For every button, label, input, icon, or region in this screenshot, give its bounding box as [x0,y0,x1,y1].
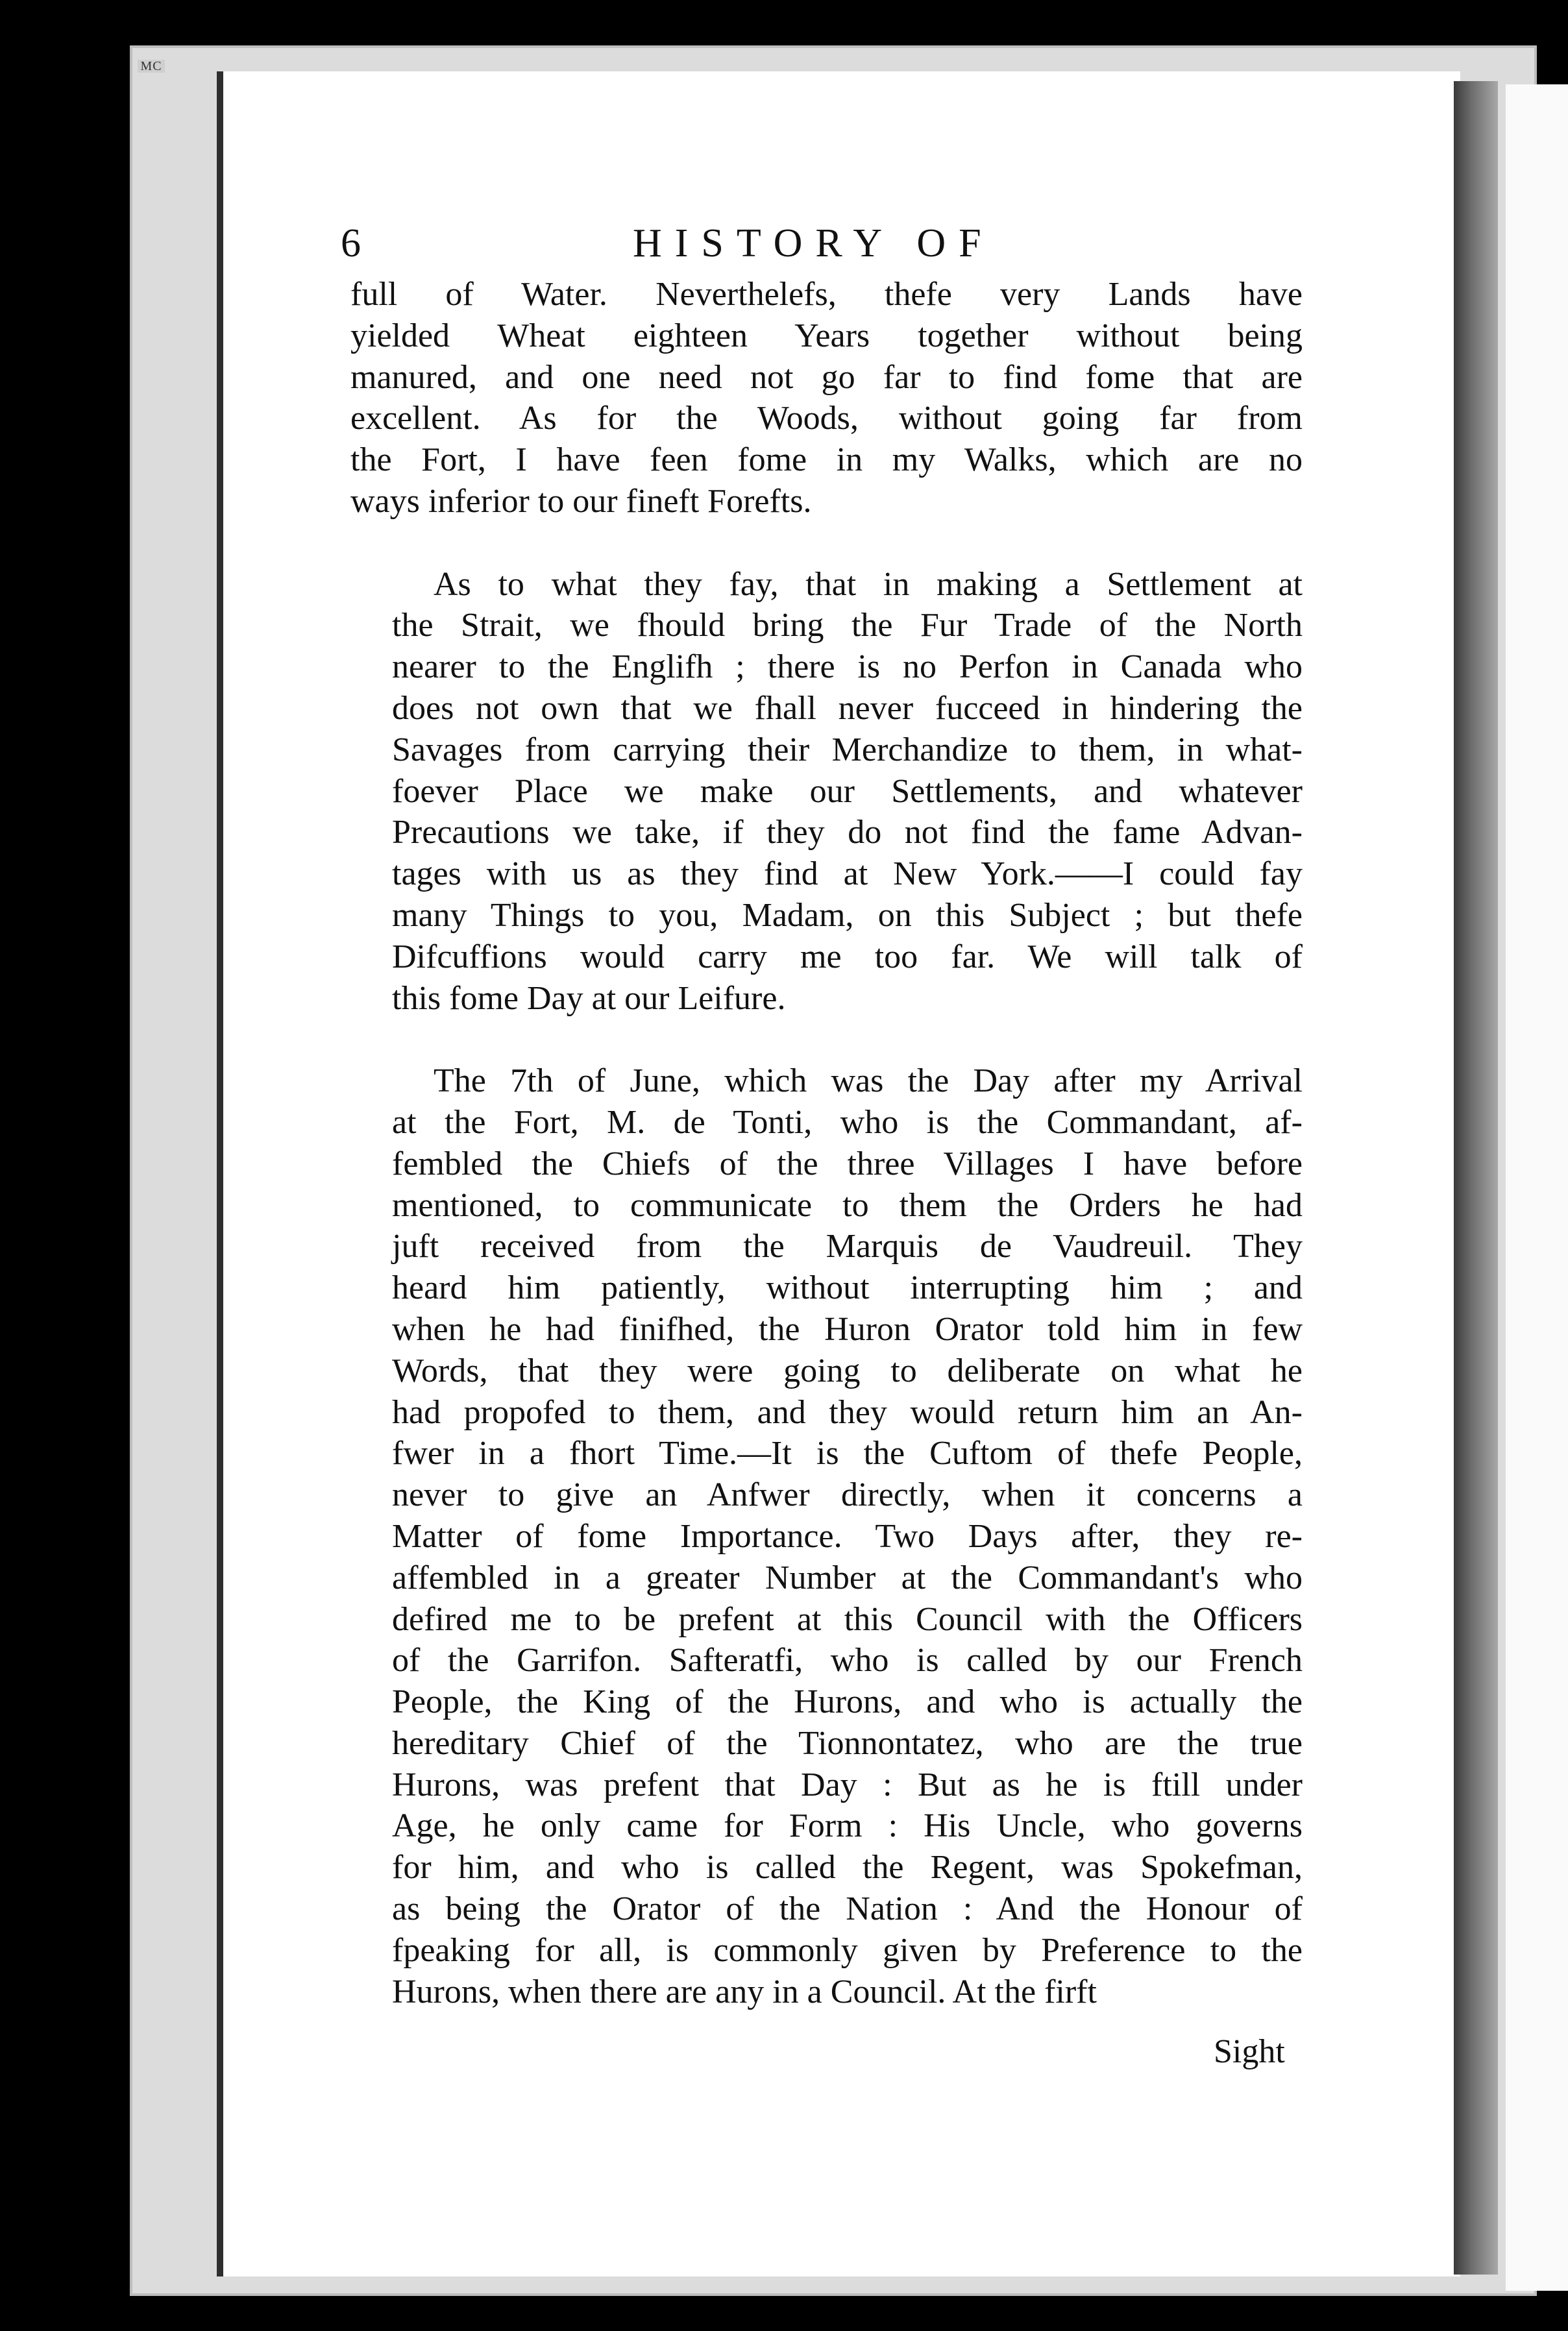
text-line: manured, and one need not go far to find fome that are [350,358,1303,396]
text-line: foever Place we make our Settlements, and whatever [392,772,1303,810]
running-head: HISTORY OF [633,221,994,265]
text-line: Matter of fome Importance. Two Days after, they re- [392,1517,1303,1555]
text-line: juft received from the Marquis de Vaudreuil. They [392,1228,1303,1265]
text-line: many Things to you, Madam, on this Subject ; but thefe [392,896,1303,934]
text-line: excellent. As for the Woods, without going far from [350,400,1303,437]
text-line: hereditary Chief of the Tionnontatez, who are the true [392,1724,1303,1762]
text-line: Difcuffions would carry me too far. We will talk of [392,938,1303,975]
text-line: at the Fort, M. de Tonti, who is the Commandant, af- [392,1103,1303,1141]
text-line: fpeaking for all, is commonly given by Preference to the [392,1931,1303,1969]
text-line: mentioned, to communicate to them the Orders he had [392,1186,1303,1224]
text-line: yielded Wheat eighteen Years together without being [350,317,1303,354]
text-line: for him, and who is called the Regent, was Spokefman, [392,1849,1303,1886]
text-line: ways inferior to our fineft Forefts. [350,482,812,520]
text-line: fembled the Chiefs of the three Villages I have before [392,1145,1303,1182]
text-line: full of Water. Neverthelefs, thefe very Lands have [350,276,1303,313]
text-line: Precautions we take, if they do not find the fame Advan- [392,814,1303,851]
text-line: defired me to be prefent at this Council with the Officers [392,1600,1303,1638]
text-line: The 7th of June, which was the Day after my Arrival [434,1062,1303,1100]
facing-page-edge [1506,84,1568,2291]
text-line: does not own that we fhall never fucceed in hindering the [392,689,1303,727]
text-line: heard him patiently, without interrupting him ; and [392,1269,1303,1307]
paragraph [350,1060,1303,2012]
text-line: the Fort, I have feen fome in my Walks, which are no [350,441,1303,479]
paragraph [350,274,1303,522]
paragraph [350,564,1303,1019]
text-line: when he had finifhed, the Huron Orator told him in few [392,1310,1303,1348]
text-line: the Strait, we fhould bring the Fur Trade of the North [392,607,1303,644]
text-line: Hurons, when there are any in a Council. At the firft [392,1973,1097,2010]
text-line: Age, he only came for Form : His Uncle, who governs [392,1807,1303,1845]
text-line: tages with us as they find at New York.——I could fay [392,855,1303,893]
text-line: Words, that they were going to deliberate on what he [392,1352,1303,1389]
text-line: Hurons, was prefent that Day : But as he is ftill under [392,1766,1303,1803]
catchword: Sight [1214,2033,1285,2070]
page-header [341,214,1303,273]
body-text [350,274,1303,2012]
gutter-shadow [1454,81,1498,2275]
spine-label: MC [138,60,165,73]
text-line: never to give an Anfwer directly, when it concerns a [392,1476,1303,1514]
text-line: this fome Day at our Leifure. [392,979,786,1017]
text-line: had propofed to them, and they would return him an An- [392,1393,1303,1431]
text-line: nearer to the Englifh ; there is no Perfon in Canada who [392,648,1303,686]
text-line: Savages from carrying their Merchandize to them, in what- [392,731,1303,768]
text-line: of the Garrifon. Safteratfi, who is called by our French [392,1642,1303,1679]
text-line: People, the King of the Hurons, and who is actually the [392,1683,1303,1721]
text-line: as being the Orator of the Nation : And the Honour of [392,1890,1303,1928]
text-line: fwer in a fhort Time.—It is the Cuftom of thefe People, [392,1435,1303,1472]
text-line: As to what they fay, that in making a Settlement at [434,565,1303,603]
page-number: 6 [341,221,361,265]
text-line: affembled in a greater Number at the Commandant's who [392,1559,1303,1596]
